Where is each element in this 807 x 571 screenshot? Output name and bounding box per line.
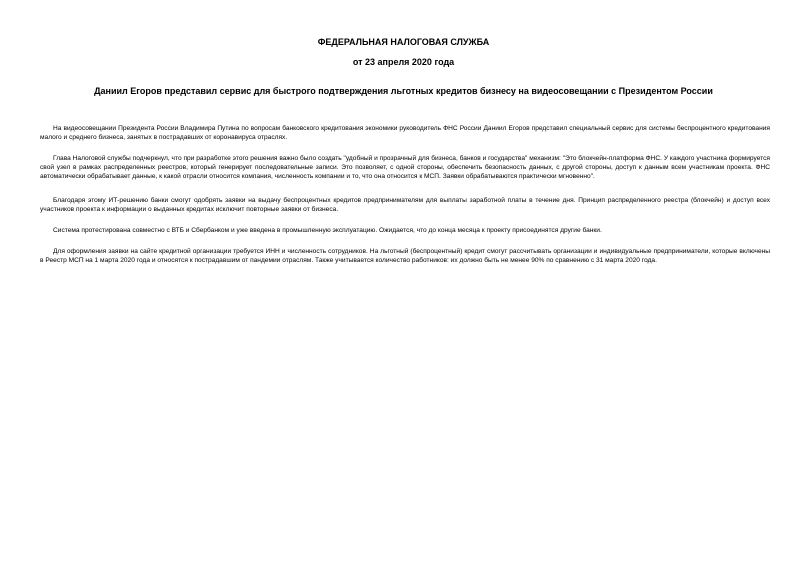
paragraph-4: Система протестирована совместно с ВТБ и Сбербанком и уже введена в промышленную эксплуатацию. Ожидается, что до конца месяца к проекту присоединятся другие банки. bbox=[53, 227, 602, 234]
paragraph-5: Для оформления заявки на сайте кредитной организации требуется ИНН и численность сотрудников. На льготный (беспроцентный) кредит смогут рассчитывать организации и индивидуальные предприниматели, которые включены в Реестр МСП на 1 марта 2020 года и относятся к пострадавшим от пандемии отраслям. Также учитывается количество работников: их должно быть не менее 90% по сравнению с 31 марта 2020 года. bbox=[40, 248, 770, 264]
document-body bbox=[40, 124, 770, 277]
paragraph-3: Благодаря этому ИТ-решению банки смогут одобрять заявки на выдачу беспроцентных кредитов предпринимателям для выплаты заработной платы в течение дня. Принцип распределенного реестра (блокчейн) и доступ всех участников проекта к информации о выданных кредитах исключит повторные заявки от бизнеса. bbox=[40, 197, 770, 213]
agency-name: ФЕДЕРАЛЬНАЯ НАЛОГОВАЯ СЛУЖБА bbox=[317, 37, 490, 47]
paragraph-2: Глава Налоговой службы подчеркнул, что при разработке этого решения важно было создать "удобный и прозрачный для бизнеса, банков и государства" механизм: "Это блокчейн-платформа ФНС. У каждого участника формируется свой узел в рамках распределенных реестров, который генерирует последовательные записи. Это позволяет, с одной стороны, обеспечить безопасность данных, с другой стороны, доступ к данным всем участникам проекта. ФНС автоматически обрабатывает данные, к какой отрасли относится компания, численность компании и то, что она относится к МСП. Заявки обрабатываются практически мгновенно". bbox=[40, 155, 770, 180]
document-headline: Даниил Егоров представил сервис для быстрого подтверждения льготных кредитов бизнесу на видеосовещании с Президентом России bbox=[94, 86, 713, 96]
paragraph-1: На видеосовещании Президента России Владимира Путина по вопросам банковского кредитования экономики руководитель ФНС России Даниил Егоров представил специальный сервис для системы беспроцентного кредитования малого и среднего бизнеса, занятых в пострадавших от коронавируса отраслях. bbox=[40, 125, 770, 141]
document-date: от 23 апреля 2020 года bbox=[352, 57, 455, 67]
